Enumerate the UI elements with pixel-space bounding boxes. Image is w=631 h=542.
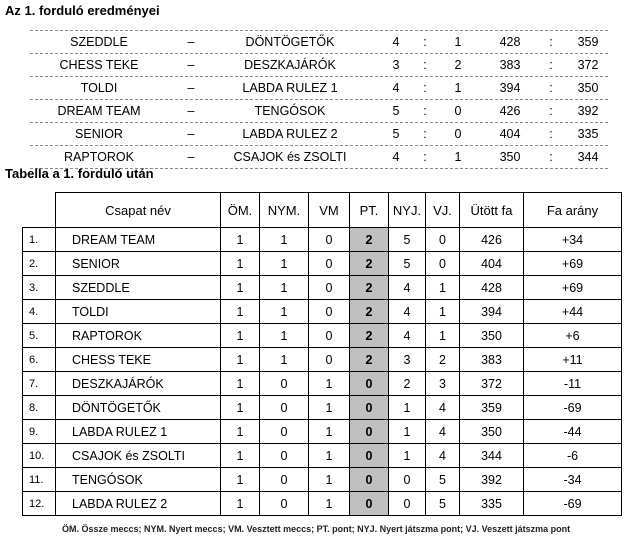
standings-row [23, 420, 622, 444]
result-p1: 426 [499, 104, 521, 118]
result-g2: 1 [454, 150, 462, 164]
header-nym: NYM. [260, 193, 309, 228]
cell-nym: 0 [260, 372, 309, 396]
result-colon1: : [423, 58, 427, 72]
cell-fa: 344 [460, 444, 524, 468]
cell-om: 1 [221, 468, 260, 492]
result-p2: 350 [577, 81, 599, 95]
result-home: SZEDDLE [70, 35, 128, 49]
header-team: Csapat név [56, 193, 221, 228]
cell-nyj: 0 [389, 468, 426, 492]
cell-pt: 2 [350, 252, 389, 276]
standings-row [23, 396, 622, 420]
cell-nyj: 4 [389, 276, 426, 300]
standings-row [23, 300, 622, 324]
cell-vm: 0 [309, 252, 350, 276]
result-colon2: : [549, 58, 553, 72]
result-away: LABDA RULEZ 2 [242, 127, 338, 141]
cell-pt: 0 [350, 468, 389, 492]
cell-vm: 1 [309, 420, 350, 444]
cell-om: 1 [221, 228, 260, 252]
result-p1: 404 [499, 127, 521, 141]
cell-vj: 0 [426, 252, 460, 276]
cell-pt: 2 [350, 276, 389, 300]
standings-row [23, 348, 622, 372]
cell-rank: 12. [23, 492, 56, 516]
cell-team: CHESS TEKE [56, 348, 221, 372]
cell-team: CSAJOK és ZSOLTI [56, 444, 221, 468]
cell-nyj: 1 [389, 396, 426, 420]
legend-footnote: ÖM. Össze meccs; NYM. Nyert meccs; VM. Vesztett meccs; PT. pont; NYJ. Nyert játszma pont; VJ. Veszett játszma pont [62, 524, 571, 534]
result-p2: 359 [577, 35, 599, 49]
result-row [30, 100, 608, 123]
cell-pt: 0 [350, 372, 389, 396]
cell-nym: 0 [260, 492, 309, 516]
cell-arany: -6 [524, 444, 622, 468]
result-dash: – [187, 58, 195, 72]
cell-arany: +6 [524, 324, 622, 348]
standings-row [23, 228, 622, 252]
header-fa: Ütött fa [460, 193, 524, 228]
result-home: SENIOR [75, 127, 123, 141]
cell-nym: 0 [260, 420, 309, 444]
cell-om: 1 [221, 372, 260, 396]
cell-rank: 4. [23, 300, 56, 324]
cell-vm: 1 [309, 372, 350, 396]
cell-vj: 4 [426, 396, 460, 420]
cell-arany: +69 [524, 276, 622, 300]
header-arany: Fa arány [524, 193, 622, 228]
cell-pt: 0 [350, 420, 389, 444]
cell-fa: 350 [460, 420, 524, 444]
cell-rank: 5. [23, 324, 56, 348]
result-colon2: : [549, 150, 553, 164]
result-dash: – [187, 104, 195, 118]
cell-rank: 1. [23, 228, 56, 252]
standings-row [23, 372, 622, 396]
result-g1: 4 [392, 81, 400, 95]
cell-vj: 1 [426, 300, 460, 324]
cell-om: 1 [221, 348, 260, 372]
cell-team: SENIOR [56, 252, 221, 276]
cell-om: 1 [221, 420, 260, 444]
cell-arany: -44 [524, 420, 622, 444]
cell-nyj: 2 [389, 372, 426, 396]
result-dash: – [187, 81, 195, 95]
result-away: LABDA RULEZ 1 [242, 81, 338, 95]
result-p2: 372 [577, 58, 599, 72]
cell-vj: 0 [426, 228, 460, 252]
result-p2: 392 [577, 104, 599, 118]
result-colon2: : [549, 81, 553, 95]
result-home: DREAM TEAM [57, 104, 141, 118]
cell-nym: 0 [260, 444, 309, 468]
result-g1: 4 [392, 150, 400, 164]
result-row [30, 77, 608, 100]
result-row [30, 123, 608, 146]
cell-vm: 0 [309, 228, 350, 252]
cell-vm: 1 [309, 444, 350, 468]
result-g2: 0 [454, 127, 462, 141]
cell-vj: 4 [426, 420, 460, 444]
result-home: RAPTOROK [64, 150, 134, 164]
cell-rank: 2. [23, 252, 56, 276]
cell-vm: 0 [309, 348, 350, 372]
result-colon2: : [549, 35, 553, 49]
cell-nyj: 1 [389, 420, 426, 444]
result-colon1: : [423, 104, 427, 118]
standings-row [23, 276, 622, 300]
cell-vj: 1 [426, 276, 460, 300]
result-g1: 4 [392, 35, 400, 49]
cell-arany: -69 [524, 492, 622, 516]
cell-nyj: 1 [389, 444, 426, 468]
header-om: ÖM. [221, 193, 260, 228]
cell-pt: 0 [350, 444, 389, 468]
cell-rank: 6. [23, 348, 56, 372]
cell-rank: 7. [23, 372, 56, 396]
result-colon2: : [549, 127, 553, 141]
result-away: DÖNTÖGETŐK [245, 35, 335, 49]
cell-fa: 426 [460, 228, 524, 252]
cell-fa: 392 [460, 468, 524, 492]
result-p1: 350 [499, 150, 521, 164]
cell-rank: 3. [23, 276, 56, 300]
cell-vj: 4 [426, 444, 460, 468]
result-row [30, 54, 608, 77]
results-title: Az 1. forduló eredményei [5, 3, 160, 18]
cell-om: 1 [221, 396, 260, 420]
cell-nym: 1 [260, 300, 309, 324]
cell-vj: 5 [426, 468, 460, 492]
result-colon1: : [423, 81, 427, 95]
cell-nym: 1 [260, 348, 309, 372]
cell-team: DESZKAJÁRÓK [56, 372, 221, 396]
cell-om: 1 [221, 324, 260, 348]
cell-rank: 10. [23, 444, 56, 468]
standings-row [23, 444, 622, 468]
cell-nym: 0 [260, 468, 309, 492]
result-p2: 335 [577, 127, 599, 141]
cell-nyj: 4 [389, 300, 426, 324]
cell-team: LABDA RULEZ 1 [56, 420, 221, 444]
cell-vm: 0 [309, 324, 350, 348]
result-g2: 1 [454, 81, 462, 95]
result-g2: 0 [454, 104, 462, 118]
cell-pt: 0 [350, 492, 389, 516]
cell-vj: 5 [426, 492, 460, 516]
cell-arany: +44 [524, 300, 622, 324]
cell-nyj: 4 [389, 324, 426, 348]
cell-vm: 1 [309, 468, 350, 492]
cell-team: DÖNTÖGETŐK [56, 396, 221, 420]
cell-fa: 404 [460, 252, 524, 276]
cell-nym: 0 [260, 396, 309, 420]
results-table [30, 30, 608, 169]
result-colon1: : [423, 35, 427, 49]
cell-om: 1 [221, 276, 260, 300]
cell-pt: 2 [350, 324, 389, 348]
cell-vm: 0 [309, 276, 350, 300]
standings-table [22, 192, 622, 516]
cell-pt: 2 [350, 348, 389, 372]
standings-title: Tabella a 1. forduló után [5, 166, 154, 181]
cell-arany: +69 [524, 252, 622, 276]
result-p1: 428 [499, 35, 521, 49]
cell-arany: +11 [524, 348, 622, 372]
cell-nym: 1 [260, 228, 309, 252]
cell-vm: 1 [309, 492, 350, 516]
standings-row [23, 468, 622, 492]
cell-arany: +34 [524, 228, 622, 252]
cell-fa: 372 [460, 372, 524, 396]
cell-fa: 428 [460, 276, 524, 300]
cell-team: TENGÓSOK [56, 468, 221, 492]
header-pt: PT. [350, 193, 389, 228]
cell-fa: 350 [460, 324, 524, 348]
cell-fa: 383 [460, 348, 524, 372]
cell-pt: 0 [350, 396, 389, 420]
header-blank [23, 193, 56, 228]
header-vj: VJ. [426, 193, 460, 228]
cell-vj: 2 [426, 348, 460, 372]
result-home: CHESS TEKE [59, 58, 139, 72]
result-p1: 383 [499, 58, 521, 72]
standings-row [23, 492, 622, 516]
header-nyj: NYJ. [389, 193, 426, 228]
cell-vj: 3 [426, 372, 460, 396]
cell-team: TOLDI [56, 300, 221, 324]
result-colon1: : [423, 150, 427, 164]
result-row [30, 30, 608, 54]
result-g1: 3 [392, 58, 400, 72]
cell-fa: 335 [460, 492, 524, 516]
cell-fa: 394 [460, 300, 524, 324]
cell-nyj: 3 [389, 348, 426, 372]
result-g2: 2 [454, 58, 462, 72]
result-away: DESZKAJÁRÓK [244, 58, 336, 72]
result-g1: 5 [392, 104, 400, 118]
cell-nyj: 0 [389, 492, 426, 516]
cell-nym: 1 [260, 324, 309, 348]
result-colon2: : [549, 104, 553, 118]
result-g2: 1 [454, 35, 462, 49]
cell-om: 1 [221, 444, 260, 468]
standings-header-row [23, 193, 622, 228]
standings-row [23, 324, 622, 348]
cell-team: RAPTOROK [56, 324, 221, 348]
header-vm: VM [309, 193, 350, 228]
cell-rank: 8. [23, 396, 56, 420]
result-dash: – [187, 35, 195, 49]
cell-vm: 0 [309, 300, 350, 324]
cell-nyj: 5 [389, 252, 426, 276]
result-dash: – [187, 150, 195, 164]
cell-nym: 1 [260, 276, 309, 300]
cell-team: SZEDDLE [56, 276, 221, 300]
cell-vj: 1 [426, 324, 460, 348]
result-colon1: : [423, 127, 427, 141]
cell-nym: 1 [260, 252, 309, 276]
cell-pt: 2 [350, 228, 389, 252]
cell-team: DREAM TEAM [56, 228, 221, 252]
cell-pt: 2 [350, 300, 389, 324]
cell-om: 1 [221, 300, 260, 324]
cell-rank: 9. [23, 420, 56, 444]
standings-row [23, 252, 622, 276]
result-home: TOLDI [80, 81, 118, 95]
result-p1: 394 [499, 81, 521, 95]
cell-arany: -34 [524, 468, 622, 492]
cell-vm: 1 [309, 396, 350, 420]
result-p2: 344 [577, 150, 599, 164]
cell-arany: -69 [524, 396, 622, 420]
cell-team: LABDA RULEZ 2 [56, 492, 221, 516]
result-away: CSAJOK és ZSOLTI [233, 150, 347, 164]
cell-om: 1 [221, 252, 260, 276]
cell-om: 1 [221, 492, 260, 516]
result-g1: 5 [392, 127, 400, 141]
cell-nyj: 5 [389, 228, 426, 252]
result-dash: – [187, 127, 195, 141]
cell-rank: 11. [23, 468, 56, 492]
cell-fa: 359 [460, 396, 524, 420]
result-away: TENGÓSOK [254, 104, 326, 118]
cell-arany: -11 [524, 372, 622, 396]
